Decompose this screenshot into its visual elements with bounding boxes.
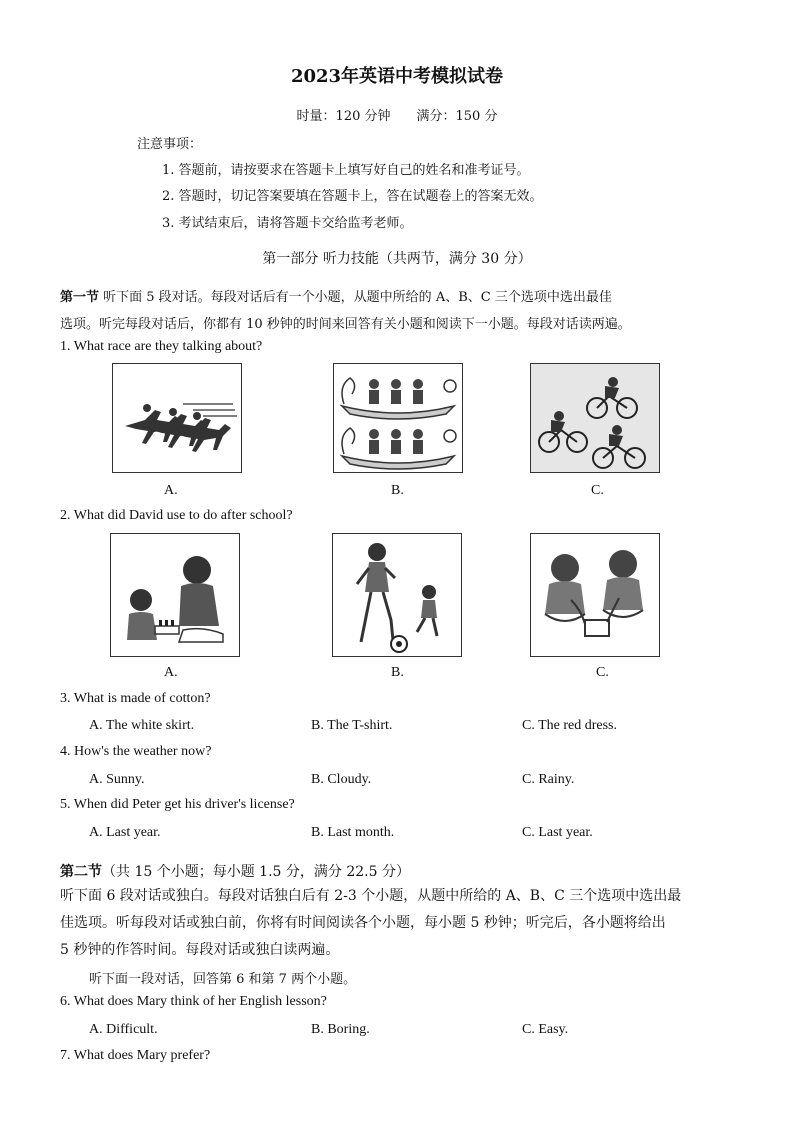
- section2-instructions: [60, 883, 750, 964]
- option-a[interactable]: A. Last year.: [89, 825, 161, 840]
- option-label: C.: [591, 483, 604, 498]
- question-3: 3. What is made of cotton?: [60, 691, 211, 706]
- bicycle-race-icon[interactable]: [530, 363, 660, 473]
- option-a[interactable]: A. Difficult.: [89, 1022, 158, 1037]
- option-c[interactable]: C. Rainy.: [522, 772, 575, 787]
- option-b[interactable]: B. Cloudy.: [311, 772, 372, 787]
- section2-heading-rest: （共 15 个小题；每小题 1.5 分，满分 22.5 分）: [102, 864, 410, 880]
- section1-line1: [60, 286, 612, 305]
- section1-line2: 选项。听完每段对话后，你都有 10 秒钟的时间来回答有关小题和阅读下一小题。每段对话读两遍。: [60, 317, 631, 332]
- notice-item: 1. 答题前，请按要求在答题卡上填写好自己的姓名和准考证号。: [162, 163, 530, 178]
- option-b[interactable]: B. Boring.: [311, 1022, 370, 1037]
- option-c[interactable]: C. Last year.: [522, 825, 593, 840]
- notice-item: 2. 答题时，切记答案要填在答题卡上，答在试题卷上的答案无效。: [162, 189, 543, 204]
- section2-label: 第二节: [60, 864, 102, 880]
- section2-heading: [60, 861, 410, 881]
- option-label: B.: [391, 665, 404, 680]
- part1-heading: 第一部分 听力技能（共两节，满分 30 分）: [262, 251, 532, 267]
- question-5: 5. When did Peter get his driver's license?: [60, 797, 295, 812]
- section1-text: 听下面 5 段对话。每段对话后有一个小题，从题中所给的 A、B、C 三个选项中选出最佳: [99, 290, 612, 305]
- exam-meta: 时量：120 分钟 满分：150 分: [296, 109, 498, 124]
- notice-heading: 注意事项：: [137, 137, 203, 152]
- option-a[interactable]: A. The white skirt.: [89, 718, 195, 733]
- option-label: B.: [391, 483, 404, 498]
- question-4: 4. How's the weather now?: [60, 744, 212, 759]
- notice-item: 3. 考试结束后，请将答题卡交给监考老师。: [162, 216, 413, 231]
- option-c[interactable]: C. The red dress.: [522, 718, 617, 733]
- question-1: 1. What race are they talking about?: [60, 339, 263, 354]
- option-b[interactable]: B. The T-shirt.: [311, 718, 393, 733]
- instruction-line: 佳选项。听每段对话或独白前，你将有时间阅读各个小题，每小题 5 秒钟；听完后，各小题将给出: [60, 915, 666, 931]
- question-2: 2. What did David use to do after school?: [60, 508, 293, 523]
- instruction-line: 听下面 6 段对话或独白。每段对话独白后有 2-3 个小题，从题中所给的 A、B、C 三个选项中选出最: [60, 888, 682, 904]
- play-football-icon[interactable]: [332, 533, 462, 657]
- page-title: 2023年英语中考模拟试卷: [290, 66, 504, 87]
- option-a[interactable]: A. Sunny.: [89, 772, 145, 787]
- horse-race-icon[interactable]: [112, 363, 242, 473]
- question-7: 7. What does Mary prefer?: [60, 1048, 211, 1063]
- dialog-instruction: 听下面一段对话，回答第 6 和第 7 两个小题。: [89, 972, 357, 987]
- instruction-line: 5 秒钟的作答时间。每段对话或独白读两遍。: [60, 942, 340, 958]
- section1-label: 第一节: [60, 290, 100, 305]
- question-6: 6. What does Mary think of her English lesson?: [60, 994, 327, 1009]
- option-c[interactable]: C. Easy.: [522, 1022, 569, 1037]
- dragon-boat-race-icon[interactable]: [333, 363, 463, 473]
- play-computer-games-icon[interactable]: [530, 533, 660, 657]
- option-b[interactable]: B. Last month.: [311, 825, 395, 840]
- option-label: A.: [164, 665, 178, 680]
- option-label: A.: [164, 483, 178, 498]
- play-chess-icon[interactable]: [110, 533, 240, 657]
- option-label: C.: [596, 665, 609, 680]
